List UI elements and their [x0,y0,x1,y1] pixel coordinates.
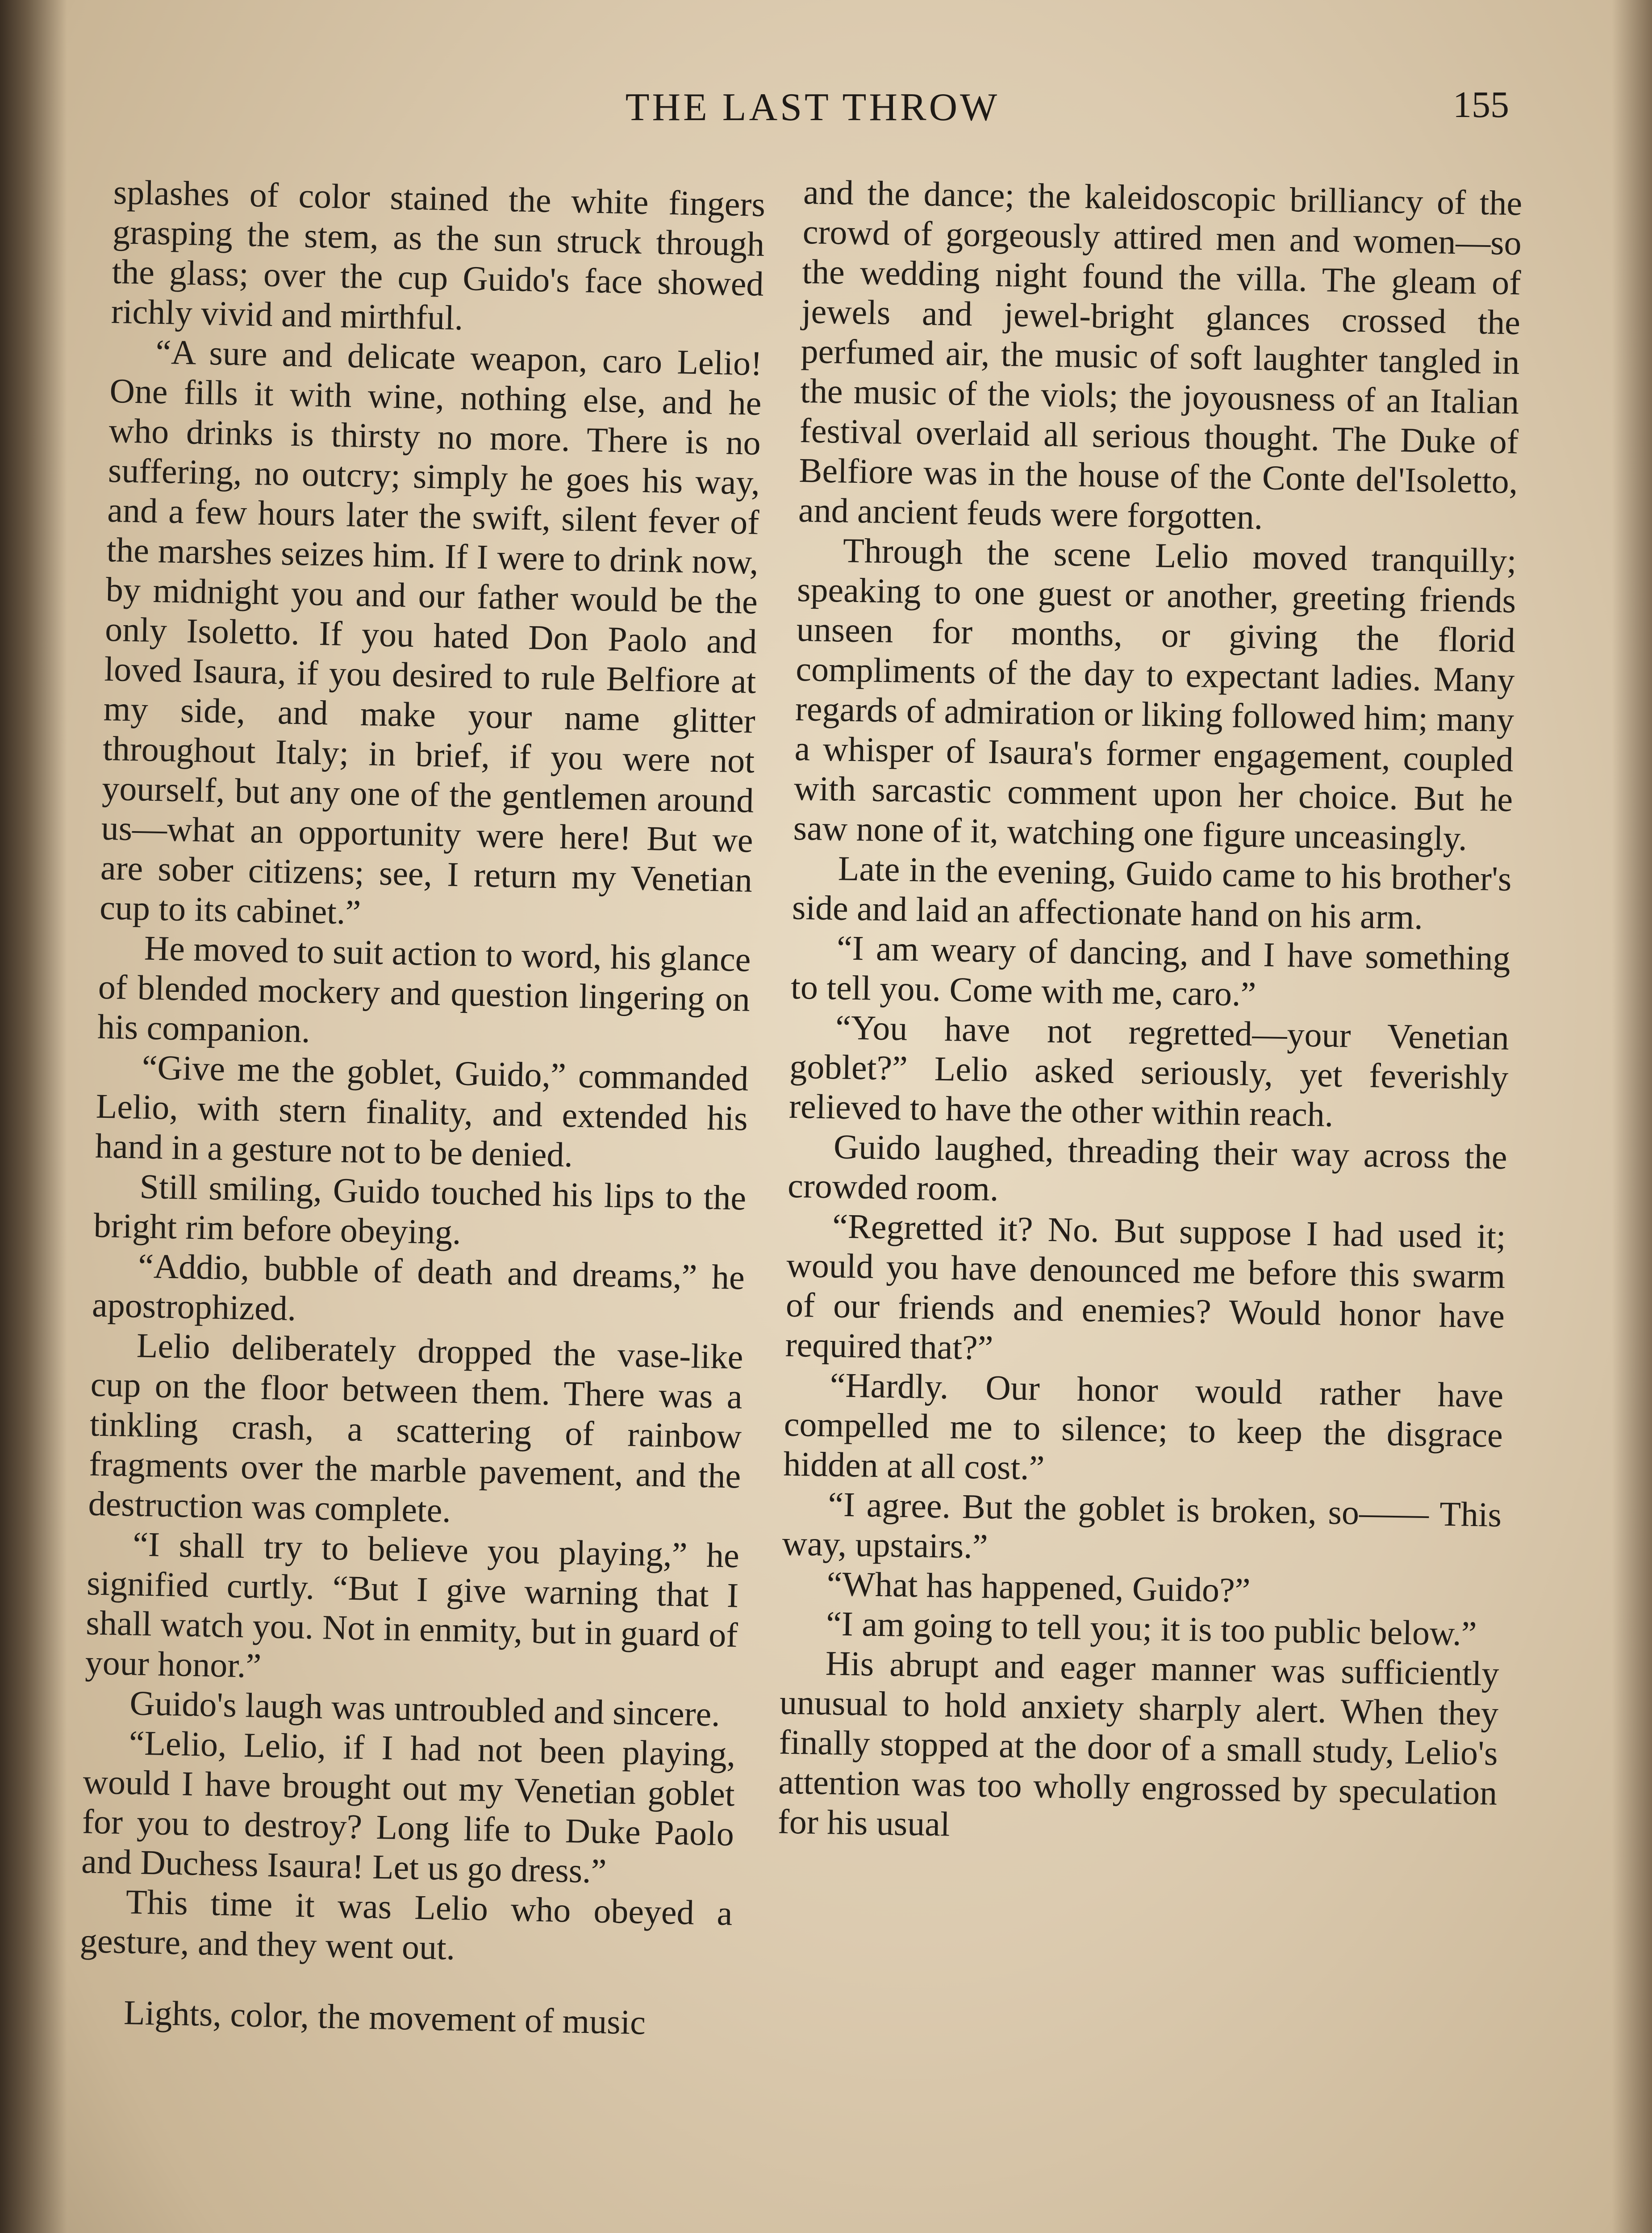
paragraph: “Lelio, Lelio, if I had not been playing, would I have brought out my Venetian goblet for you to destroy? Long life to Duke Paolo and Duchess Isaura! Let us go dress.” [81,1723,736,1890]
paragraph: “You have not regretted—your Venetian goblet?” Lelio asked seriously, yet feverishly relieved to have the other within reach. [788,1008,1510,1134]
paragraph: Still smiling, Guido touched his lips to the bright rim before obeying. [93,1167,747,1252]
paragraph: He moved to suit action to word, his glance of blended mockery and question lingering on his companion. [97,928,751,1050]
paragraph: “I am weary of dancing, and I have something to tell you. Come with me, caro.” [790,928,1511,1014]
paragraph: This time it was Lelio who obeyed a gesture, and they went out. [79,1882,733,1967]
running-title: THE LAST THROW [625,86,1000,129]
paragraph: Guido laughed, threading their way across the crowded room. [787,1127,1508,1208]
binding-gutter-shadow [0,0,67,2233]
paragraph: “Regretted it? No. But suppose I had used it; would you have denounced me before this swarm of our friends and enemies? Would honor have required that?” [785,1206,1506,1367]
paragraph: “What has happened, Guido?” [826,1564,1251,1610]
paragraph: and the dance; the kaleidoscopic brilliancy of the crowd of gorgeously attired men and women—so the wedding night found the villa. The gleam of jewels and jewel-bright glances crossed the perfumed air, the music of soft laughter tangled in the music of the viols; the joyousness of an Italian festival overlaid all serious thought. The Duke of Belfiore was in the house of the Conte del'Isoletto, and ancient feuds were forgotten. [798,172,1523,537]
paragraph: “I agree. But the goblet is broken, so—— This way, upstairs.” [782,1484,1502,1566]
paragraph: splashes of color stained the white fingers grasping the stem, as the sun struck through the glass; over the cup Guido's face showed richly vivid and mirthful. [111,172,766,338]
paragraph: “Give me the goblet, Guido,” commanded Lelio, with stern finality, and extended his hand in a gesture not to be denied. [95,1047,749,1175]
running-header [116,85,1509,143]
left-text-column [78,172,766,2044]
paragraph: “A sure and delicate weapon, caro Lelio! One fills it with wine, nothing else, and he who drinks is thirsty no more. There is no suffering, no outcry; simply he goes his way, and a few hours later the swift, silent fever of the marshes seizes him. If I were to drink now, by midnight you and our father would be the only Isoletto. If you hated Don Paolo and loved Isaura, if you desired to rule Belfiore at my side, and make your name glitter throughout Italy; in brief, if you were not yourself, but any one of the gentlemen around us—what an opportunity were here! But we are sober citizens; see, I return my Venetian cup to its cabinet.” [99,332,763,932]
page-number: 155 [1453,84,1509,125]
paragraph: Lelio deliberately dropped the vase-like cup on the floor between them. There was a tinkling crash, a scattering of rainbow fragments over the marble pavement, and the destruction was complete. [88,1326,744,1530]
paragraph: “Addio, bubble of death and dreams,” he apostrophized. [92,1246,745,1328]
paragraph: “I shall try to believe you playing,” he signified curtly. “But I give warning that I shall watch you. Not in enmity, but in guard of your honor.” [85,1524,740,1685]
paragraph: Lights, color, the movement of music [123,1993,646,2042]
right-text-column [777,172,1523,1852]
paragraph: “I am going to tell you; it is too public below.” [826,1604,1477,1653]
paragraph: His abrupt and eager manner was sufficiently unusual to hold anxiety sharply alert. When they finally stopped at the door of a small study, Lelio's attention was too wholly engrossed by speculation for his usual [777,1643,1500,1844]
page-edge-shadow [1612,0,1652,2233]
paragraph: Through the scene Lelio moved tranquilly; speaking to one guest or another, greeting friends unseen for months, or giving the florid compliments of the day to expectant ladies. Many regards of admiration or liking followed him; many a whisper of Isaura's former engagement, coupled with sarcastic comment upon her choice. But he saw none of it, watching one figure unceasingly. [793,531,1517,858]
paragraph: “Hardly. Our honor would rather have compelled me to silence; to keep the disgrace hidden at all cost.” [783,1365,1504,1487]
paragraph: Late in the evening, Guido came to his brother's side and laid an affectionate hand on his arm. [792,849,1512,937]
paragraph: Guido's laugh was untroubled and sincere. [129,1683,721,1734]
